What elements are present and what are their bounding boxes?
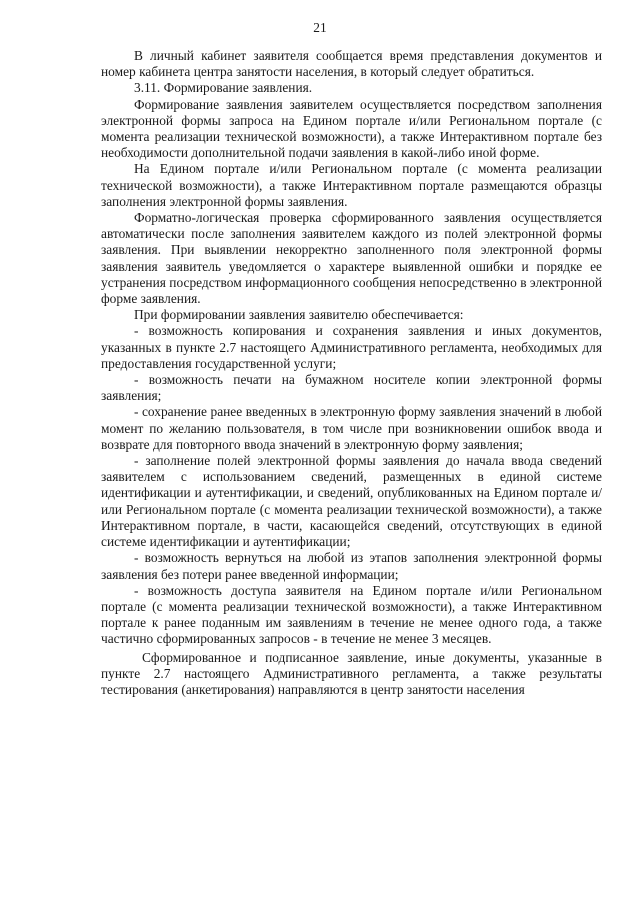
list-item-6: - возможность доступа заявителя на Едином портале и/или Региональном портале (с момента реализации технической возможности), а также Интерактивном портале к ранее поданным им заявлениям в течение не менее одного года, а также частично сформированных запросов - в течение не менее 3 месяцев. [101,582,602,647]
paragraph-3: На Едином портале и/или Региональном портале (с момента реализации технической возможности), а также Интерактивном портале размещаются образцы заполнения электронной формы заявления. [101,161,602,209]
paragraph-4: Форматно-логическая проверка сформированного заявления осуществляется автоматически после заполнения заявителем каждого из полей электронной формы заявления. При выявлении некорректно заполненного поля электронной формы заявления заявитель уведомляется о характере выявленной ошибки и порядке ее устранения посредством информационного сообщения непосредственно в электронной форме заявления. [101,210,602,307]
list-item-4: - заполнение полей электронной формы заявления до начала ввода сведений заявителем с использованием сведений, размещенных в единой системе идентификации и аутентификации, и сведений, опубликованных на Едином портале и/или Региональном портале (с момента реализации технической возможности), а также Интерактивном портале, в части, касающейся сведений, отсутствующих в единой системе идентификации и аутентификации; [101,453,602,550]
paragraph-6: Сформированное и подписанное заявление, иные документы, указанные в пункте 2.7 настоящего Административного регламента, а также результаты тестирования (анкетирования) направляются в центр занятости населения [101,649,602,697]
list-item-3: - сохранение ранее введенных в электронную форму заявления значений в любой момент по желанию пользователя, в том числе при возникновении ошибок ввода и возврате для повторного ввода значений в электронную форму заявления; [101,404,602,452]
paragraph-2: Формирование заявления заявителем осуществляется посредством заполнения электронной формы запроса на Едином портале и/или Региональном портале (с момента реализации технической возможности), а также Интерактивном портале без необходимости дополнительной подачи заявления в какой-либо иной форме. [101,96,602,161]
document-body [101,48,602,698]
paragraph-1: В личный кабинет заявителя сообщается время представления документов и номер кабинета центра занятости населения, в который следует обратиться. [101,48,602,80]
paragraph-5: При формировании заявления заявителю обеспечивается: [134,307,464,323]
page-number: 21 [313,20,327,35]
list-item-5: - возможность вернуться на любой из этапов заполнения электронной формы заявления без потери ранее введенной информации; [101,550,602,582]
section-heading: 3.11. Формирование заявления. [134,80,313,96]
list-item-1: - возможность копирования и сохранения заявления и иных документов, указанных в пункте 2.7 настоящего Административного регламента, необходимых для предоставления государственной услуги; [101,323,602,371]
list-item-2: - возможность печати на бумажном носителе копии электронной формы заявления; [101,372,602,404]
